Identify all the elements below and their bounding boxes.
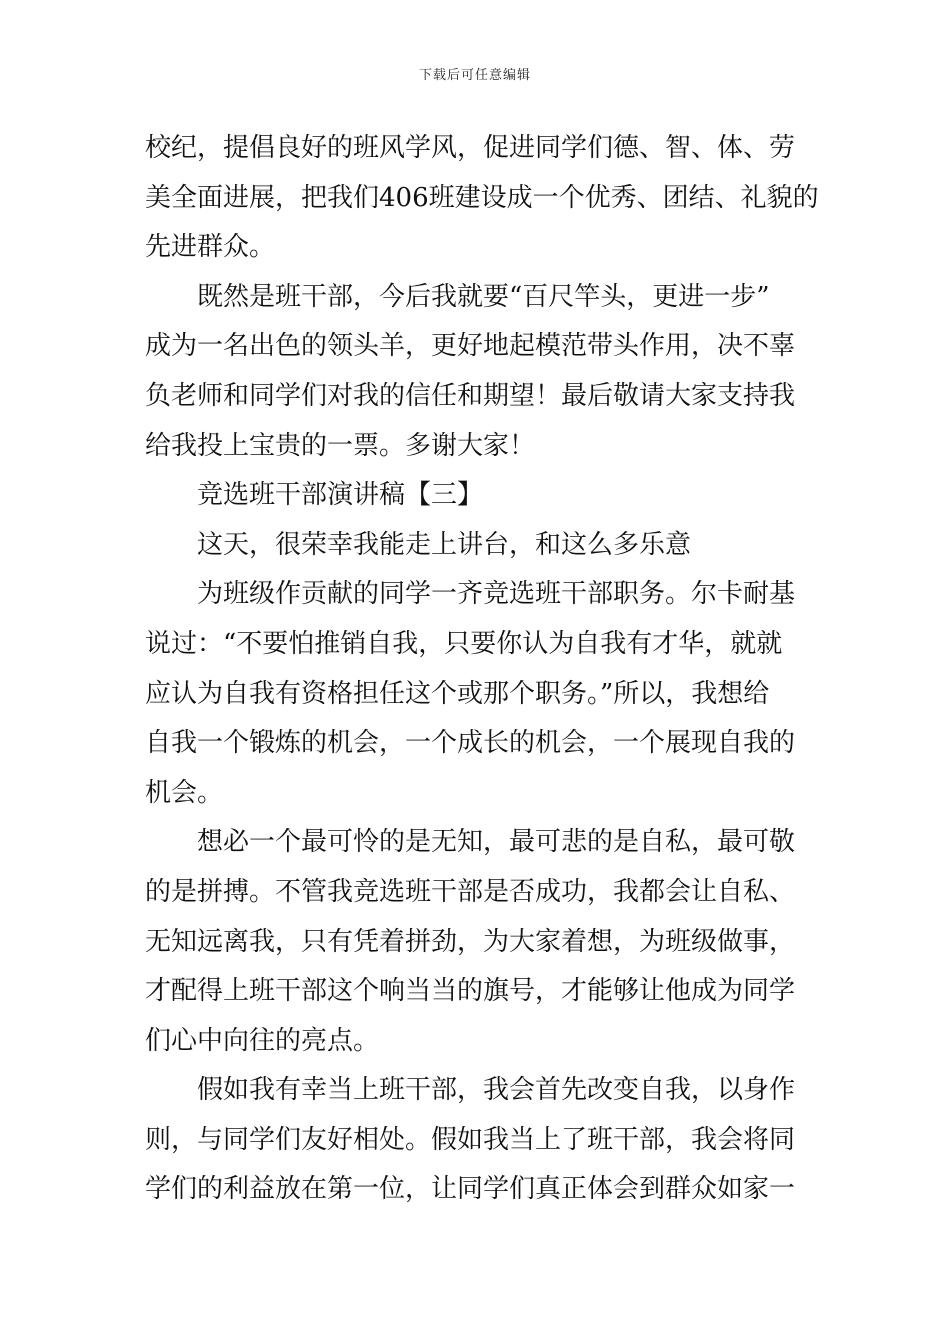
text-line: 为班级作贡献的同学一齐竞选班干部职务。尔卡耐基 — [197, 579, 796, 610]
text-line: 的是拼搏。不管我竞选班干部是否成功，我都会让自私、 — [145, 876, 796, 907]
text-line: 应认为自我有资格担任这个或那个职务。”所以，我想给 — [145, 678, 770, 709]
text-line: 这天，很荣幸我能走上讲台，和这么多乐意 — [197, 529, 692, 560]
text-line: 给我投上宝贵的一票。多谢大家！ — [145, 430, 536, 461]
text-line: 假如我有幸当上班干部，我会首先改变自我，以身作 — [197, 1075, 796, 1106]
text-line: 们心中向往的亮点。 — [145, 1025, 380, 1056]
text-line: 学们的利益放在第一位，让同学们真正体会到群众如家一 — [145, 1174, 796, 1205]
document-body — [145, 124, 819, 1215]
text-line: 先进群众。 — [145, 232, 276, 263]
text-line: 美全面进展，把我们406班建设成一个优秀、团结、礼貌的 — [145, 182, 819, 213]
page-header: 下载后可任意编辑 — [418, 68, 531, 83]
section-heading: 竞选班干部演讲稿【三】 — [197, 480, 484, 511]
text-line: 才配得上班干部这个响当当的旗号，才能够让他成为同学 — [145, 976, 796, 1007]
text-line: 无知远离我，只有凭着拼劲，为大家着想，为班级做事， — [145, 926, 796, 957]
text-line: 想必一个最可怜的是无知，最可悲的是自私，最可敬 — [197, 827, 796, 858]
text-line: 则，与同学们友好相处。假如我当上了班干部，我会将同 — [145, 1124, 796, 1155]
text-line: 校纪，提倡良好的班风学风，促进同学们德、智、体、劳 — [145, 133, 796, 163]
text-line: 成为一名出色的领头羊，更好地起模范带头作用，决不辜 — [145, 331, 796, 362]
text-line: 自我一个锻炼的机会，一个成长的机会，一个展现自我的 — [145, 728, 796, 759]
text-line: 负老师和同学们对我的信任和期望！最后敬请大家支持我 — [145, 380, 796, 411]
text-line: 既然是班干部，今后我就要“百尺竿头，更进一步” — [197, 281, 770, 312]
text-line: 说过：“不要怕推销自我，只要你认为自我有才华，就就 — [145, 628, 783, 659]
text-line: 机会。 — [145, 777, 224, 808]
